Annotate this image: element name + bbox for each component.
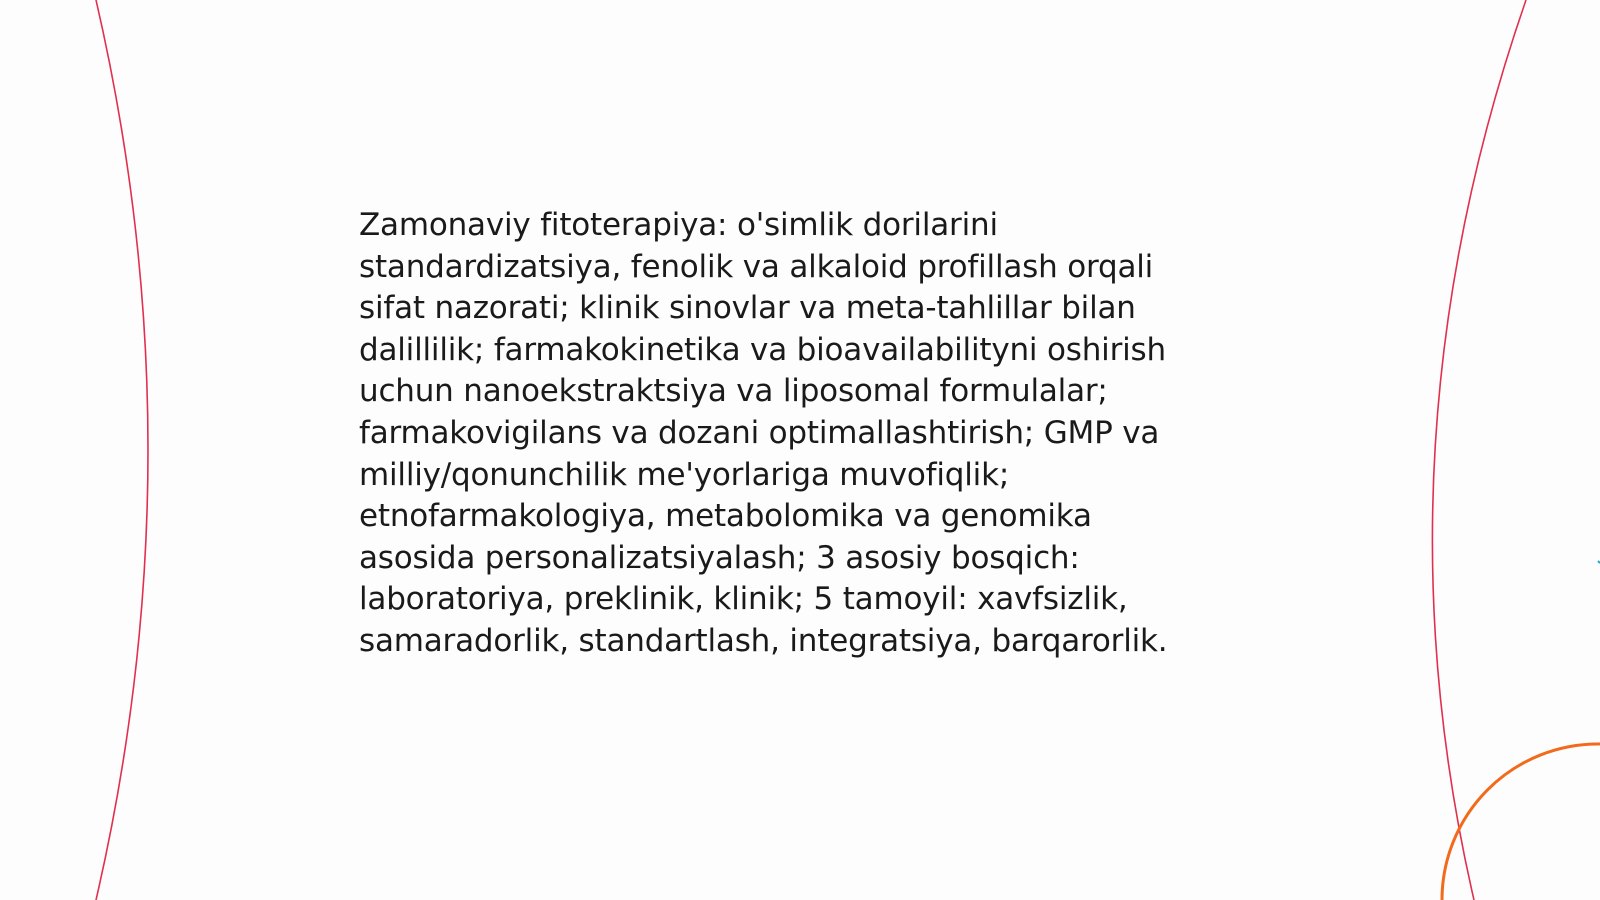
text-line: uchun nanoekstraktsiya va liposomal formulalar; [359,373,1108,410]
text-line: etnofarmakologiya, metabolomika va genomika [359,498,1092,535]
left-arc [96,0,148,900]
text-line: standardizatsiya, fenolik va alkaloid profillash orqali [359,248,1154,285]
text-line: sifat nazorati; klinik sinovlar va meta-tahlillar bilan [359,290,1136,327]
orange-circle [1442,744,1600,900]
text-line: Zamonaviy fitoterapiya: o'simlik dorilarini [359,207,998,243]
text-line: asosida personalizatsiyalash; 3 asosiy bosqich: [359,539,1080,576]
slide-body-text [359,205,1239,663]
text-line: samaradorlik, standartlash, integratsiya, barqarorlik. [359,622,1168,659]
right-arc [1432,0,1526,900]
text-line: laboratoriya, preklinik, klinik; 5 tamoyil: xavfsizlik, [359,581,1128,618]
text-line: milliy/qonunchilik me'yorlariga muvofiqlik; [359,456,1010,493]
text-line: farmakovigilans va dozani optimallashtirish; GMP va [359,414,1160,451]
text-line: dalillilik; farmakokinetika va bioavailabilityni oshirish [359,331,1166,368]
